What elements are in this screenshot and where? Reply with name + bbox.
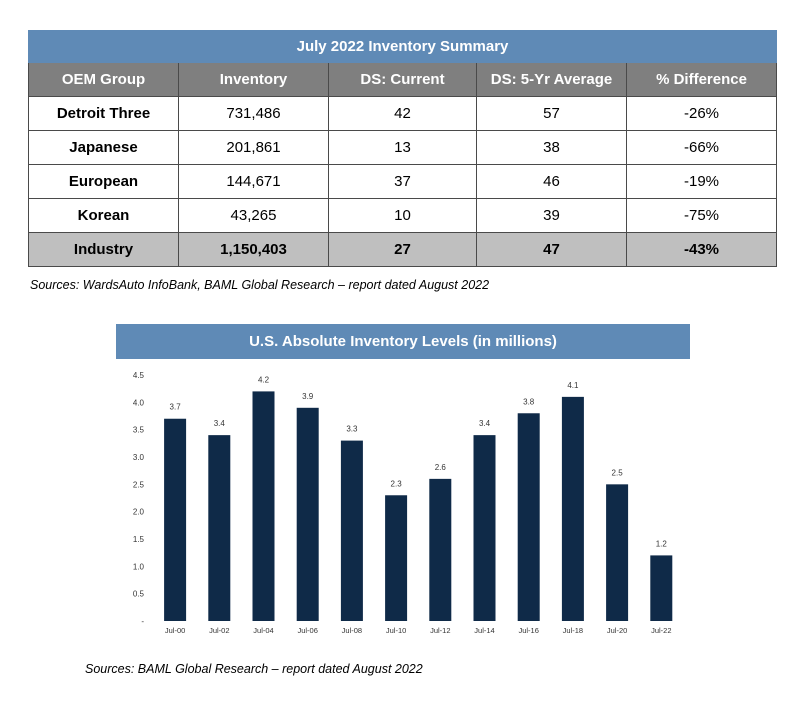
- chart-title: U.S. Absolute Inventory Levels (in millions): [116, 324, 690, 359]
- cell-oem-group: Detroit Three: [29, 97, 179, 131]
- table-row: [29, 199, 777, 233]
- bar: [474, 435, 496, 621]
- table-title: July 2022 Inventory Summary: [29, 31, 777, 63]
- y-tick-label: 3.0: [132, 453, 144, 462]
- x-tick-label: Jul-18: [562, 626, 584, 635]
- table-row: [29, 165, 777, 199]
- cell-inventory: 201,861: [179, 131, 329, 165]
- table-header-row: [29, 63, 777, 97]
- x-tick-label: Jul-02: [209, 626, 230, 635]
- bar-value-label: 4.2: [257, 375, 270, 385]
- cell-ds-current: 13: [329, 131, 477, 165]
- bar-value-label: 1.2: [655, 539, 667, 549]
- bar-value-label: 3.3: [346, 424, 358, 434]
- cell-oem-group: Korean: [29, 199, 179, 233]
- x-tick-label: Jul-00: [164, 626, 186, 635]
- y-axis: [133, 371, 145, 626]
- cell-inventory: 1,150,403: [179, 233, 329, 267]
- cell-ds-5yr-average: 39: [477, 199, 627, 233]
- cell-ds-current: 37: [329, 165, 477, 199]
- y-tick-label: -: [141, 617, 144, 626]
- cell-ds-5yr-average: 57: [477, 97, 627, 131]
- bar: [208, 435, 230, 621]
- x-tick-label: Jul-08: [341, 626, 363, 635]
- cell-ds-5yr-average: 38: [477, 131, 627, 165]
- header-oem-group: OEM Group: [29, 63, 179, 97]
- cell-ds-5yr-average: 47: [477, 233, 627, 267]
- inventory-bar-chart: [120, 362, 680, 642]
- x-tick-label: Jul-12: [430, 626, 451, 635]
- bar-value-label: 3.7: [169, 402, 181, 412]
- cell-inventory: 731,486: [179, 97, 329, 131]
- table-source-note: Sources: WardsAuto InfoBank, BAML Global Research – report dated August 2022: [30, 278, 490, 292]
- bar: [385, 495, 407, 621]
- table-row: [29, 97, 777, 131]
- bar: [606, 484, 628, 621]
- bar-value-label: 2.3: [390, 479, 402, 489]
- x-tick-label: Jul-22: [651, 626, 672, 635]
- table-row: [29, 131, 777, 165]
- bar: [518, 413, 540, 621]
- cell-oem-group: Industry: [29, 233, 179, 267]
- x-tick-label: Jul-10: [385, 626, 407, 635]
- cell-ds-current: 27: [329, 233, 477, 267]
- header-percent-difference: % Difference: [627, 63, 777, 97]
- y-tick-label: 1.0: [132, 562, 144, 572]
- bar: [562, 397, 584, 621]
- header-ds-current: DS: Current: [329, 63, 477, 97]
- y-tick-label: 4.0: [132, 398, 144, 408]
- bar-value-label: 3.9: [302, 391, 314, 401]
- cell-oem-group: Japanese: [29, 131, 179, 165]
- x-tick-label: Jul-16: [518, 626, 539, 635]
- x-tick-label: Jul-06: [297, 626, 318, 635]
- cell-ds-5yr-average: 46: [477, 165, 627, 199]
- bars-group: [164, 375, 672, 621]
- cell-oem-group: European: [29, 165, 179, 199]
- x-axis: [165, 626, 672, 635]
- cell-percent-difference: -19%: [627, 165, 777, 199]
- x-tick-label: Jul-20: [606, 626, 628, 635]
- cell-ds-current: 10: [329, 199, 477, 233]
- bar-value-label: 4.1: [567, 380, 579, 390]
- y-tick-label: 0.5: [132, 589, 144, 599]
- bar-value-label: 3.4: [213, 419, 225, 429]
- header-ds-5yr-average: DS: 5-Yr Average: [477, 63, 627, 97]
- bar: [341, 441, 363, 621]
- header-inventory: Inventory: [179, 63, 329, 97]
- table-total-row: [29, 233, 777, 267]
- cell-ds-current: 42: [329, 97, 477, 131]
- y-tick-label: 1.5: [132, 535, 144, 544]
- cell-percent-difference: -43%: [627, 233, 777, 267]
- inventory-summary-table: [28, 30, 777, 267]
- bar-value-label: 3.8: [523, 397, 535, 407]
- bar-value-label: 3.4: [478, 419, 491, 429]
- cell-percent-difference: -26%: [627, 97, 777, 131]
- bar: [429, 479, 451, 621]
- bar: [297, 408, 319, 621]
- bar: [164, 419, 186, 621]
- bar: [650, 555, 672, 621]
- cell-percent-difference: -75%: [627, 199, 777, 233]
- cell-inventory: 43,265: [179, 199, 329, 233]
- bar: [253, 391, 275, 621]
- bar-value-label: 2.6: [434, 462, 446, 472]
- y-tick-label: 4.5: [132, 371, 144, 380]
- y-tick-label: 2.0: [132, 507, 144, 517]
- cell-inventory: 144,671: [179, 165, 329, 199]
- x-tick-label: Jul-14: [474, 626, 495, 635]
- chart-source-note: Sources: BAML Global Research – report dated August 2022: [85, 662, 423, 676]
- y-tick-label: 2.5: [132, 480, 144, 490]
- y-tick-label: 3.5: [132, 425, 144, 435]
- x-tick-label: Jul-04: [253, 626, 274, 635]
- cell-percent-difference: -66%: [627, 131, 777, 165]
- bar-value-label: 2.5: [611, 468, 623, 478]
